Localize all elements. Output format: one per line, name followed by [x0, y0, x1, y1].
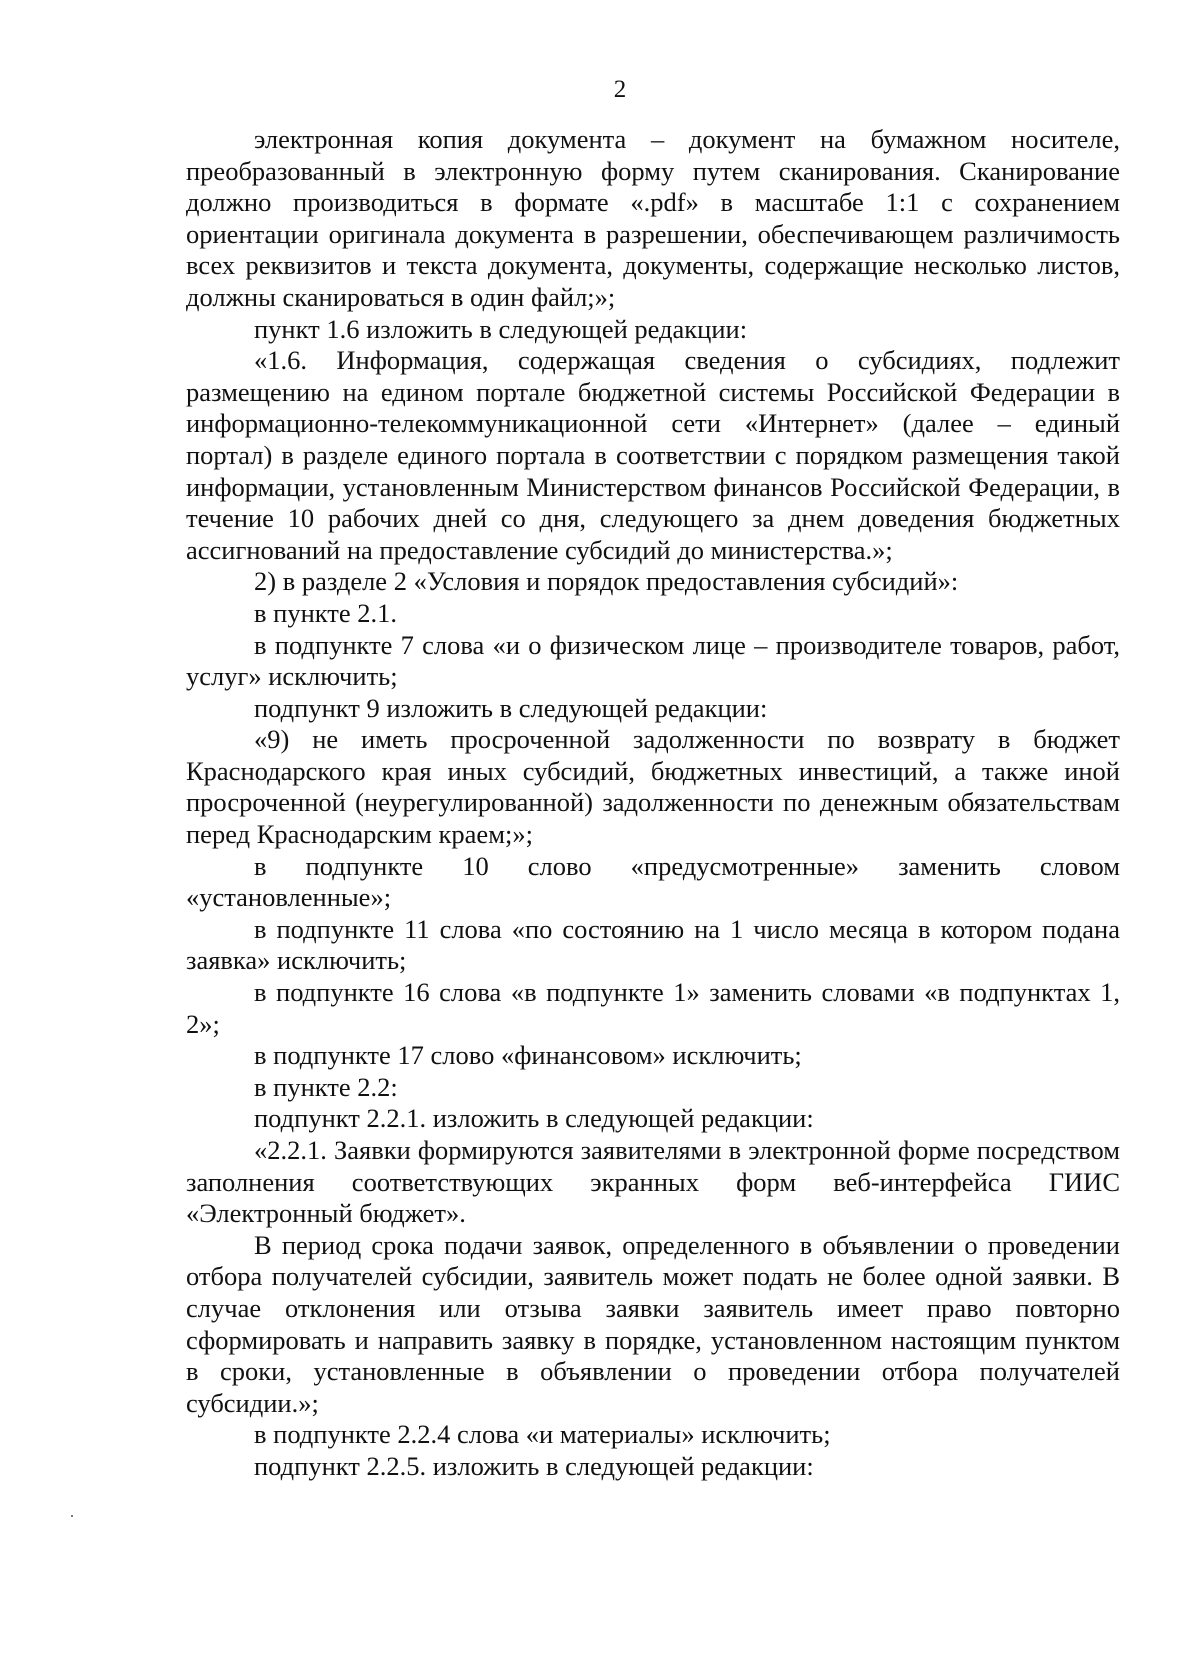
document-body	[186, 124, 1120, 1483]
paragraph-electronic-copy-definition: электронная копия документа – документ на бумажном носителе, преобразованный в электронную форму путем сканирования. Сканирование должно производиться в формате «.pdf» в масштабе 1:1 с сохранением ориентации оригинала документа в разрешении, обеспечивающем различимость всех реквизитов и текста документа, документы, содержащие несколько листов, должны сканироваться в один файл;»;	[186, 124, 1120, 312]
scan-speck	[71, 1515, 73, 1517]
paragraph-point-2-1: в пункте 2.1.	[254, 597, 397, 628]
paragraph-subpoint-9-text: «9) не иметь просроченной задолженности по возврату в бюджет Краснодарского края иных субсидий, бюджетных инвестиций, а также иной просроченной (неурегулированной) задолженности по денежным обязательствам перед Краснодарским краем;»;	[186, 724, 1120, 850]
paragraph-subpoint-17: в подпункте 17 слово «финансовом» исключить;	[254, 1040, 802, 1071]
paragraph-point-2-2: в пункте 2.2:	[254, 1071, 398, 1102]
paragraph-subpoint-11: в подпункте 11 слова «по состоянию на 1 число месяца в котором подана заявка» исключить;	[186, 913, 1120, 976]
paragraph-point-1-6-text: «1.6. Информация, содержащая сведения о субсидиях, подлежит размещению на едином портале бюджетной системы Российской Федерации в информационно-телекоммуникационной сети «Интернет» (далее – единый портал) в разделе единого портала в соответствии с порядком размещения такой информации, установленным Министерством финансов Российской Федерации, в течение 10 рабочих дней со дня, следующего за днем доведения бюджетных ассигнований на предоставление субсидий до министерства.»;	[186, 345, 1120, 565]
paragraph-application-period: В период срока подачи заявок, определенного в объявлении о проведении отбора получателей субсидии, заявитель может подать не более одной заявки. В случае отклонения или отзыва заявки заявитель имеет право повторно сформировать и направить заявку в порядке, установленном настоящим пунктом в сроки, установленные в объявлении о проведении отбора получателей субсидии.»;	[186, 1229, 1120, 1418]
paragraph-subpoint-10: в подпункте 10 слово «предусмотренные» заменить словом «установленные»;	[186, 850, 1120, 913]
paragraph-subpoint-2-2-1-text: «2.2.1. Заявки формируются заявителями в электронной форме посредством заполнения соответствующих экранных форм веб-интерфейса ГИИС «Электронный бюджет».	[186, 1135, 1120, 1229]
paragraph-subpoint-7: в подпункте 7 слова «и о физическом лице – производителе товаров, работ, услуг» исключить;	[186, 629, 1120, 692]
paragraph-subpoint-9-intro: подпункт 9 изложить в следующей редакции:	[254, 692, 768, 723]
paragraph-subpoint-2-2-4: в подпункте 2.2.4 слова «и материалы» исключить;	[254, 1419, 831, 1450]
paragraph-subpoint-16: в подпункте 16 слова «в подпункте 1» заменить словами «в подпунктах 1, 2»;	[186, 977, 1120, 1039]
paragraph-subpoint-2-2-5-intro: подпункт 2.2.5. изложить в следующей редакции:	[254, 1450, 814, 1481]
paragraph-subpoint-2-2-1-intro: подпункт 2.2.1. изложить в следующей редакции:	[254, 1103, 814, 1134]
paragraph-section-2-heading: 2) в разделе 2 «Условия и порядок предоставления субсидий»:	[254, 566, 959, 597]
page-number: 2	[613, 76, 627, 103]
paragraph-point-1-6-intro: пункт 1.6 изложить в следующей редакции:	[254, 313, 748, 344]
